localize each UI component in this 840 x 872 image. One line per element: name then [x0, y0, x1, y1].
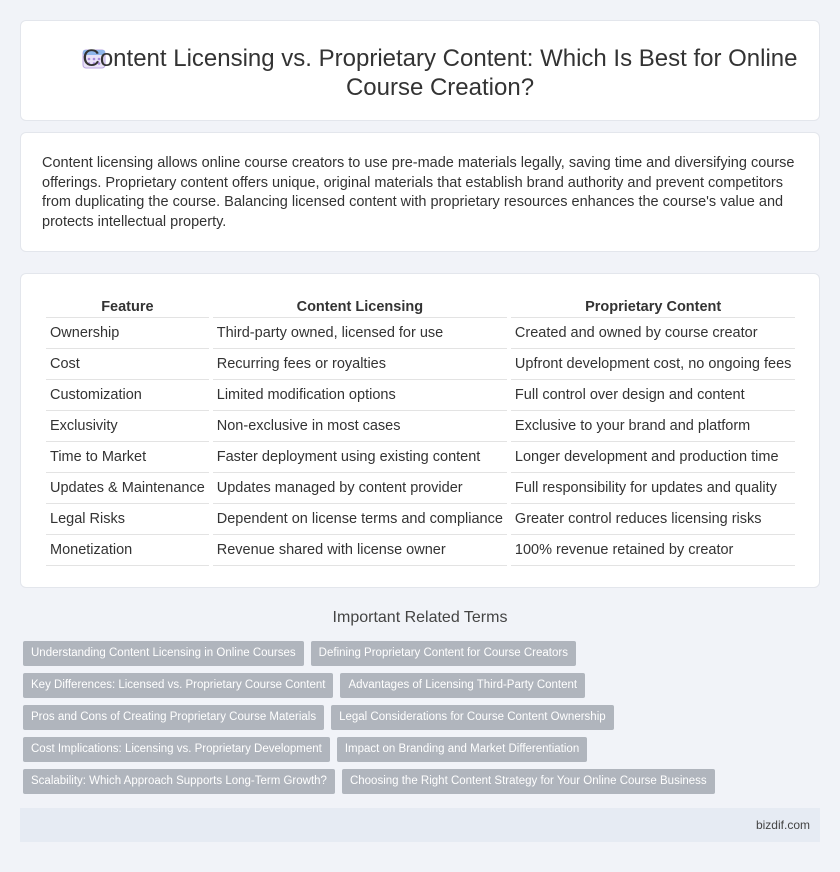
- table-header-row: [46, 294, 795, 318]
- table-cell: Exclusivity: [46, 411, 209, 442]
- table-cell: Dependent on license terms and compliance: [213, 504, 507, 535]
- related-term-link[interactable]: Advantages of Licensing Third-Party Content: [340, 673, 585, 698]
- table-cell: Non-exclusive in most cases: [213, 411, 507, 442]
- table-cell: Updates managed by content provider: [213, 473, 507, 504]
- table-cell: Ownership: [46, 318, 209, 349]
- table-row: [46, 411, 795, 442]
- table-cell: Limited modification options: [213, 380, 507, 411]
- table-row: [46, 318, 795, 349]
- table-cell: Third-party owned, licensed for use: [213, 318, 507, 349]
- table-cell: Full control over design and content: [511, 380, 795, 411]
- table-row: [46, 504, 795, 535]
- table-cell: Greater control reduces licensing risks: [511, 504, 795, 535]
- table-cell: Revenue shared with license owner: [213, 535, 507, 566]
- table-cell: Time to Market: [46, 442, 209, 473]
- page-title: Content Licensing vs. Proprietary Content: Which Is Best for Online Course Creation?: [82, 45, 798, 101]
- table-row: [46, 349, 795, 380]
- related-term-link[interactable]: Understanding Content Licensing in Online Courses: [23, 641, 304, 666]
- header-proprietary-content: Proprietary Content: [511, 294, 795, 318]
- related-term-link[interactable]: Pros and Cons of Creating Proprietary Course Materials: [23, 705, 324, 730]
- table-cell: Exclusive to your brand and platform: [511, 411, 795, 442]
- header-card: [20, 20, 820, 121]
- comparison-table: [42, 294, 799, 566]
- intro-card: [20, 132, 820, 252]
- comparison-table-card: [20, 273, 820, 588]
- related-term-link[interactable]: Impact on Branding and Market Differentiation: [337, 737, 587, 762]
- table-row: [46, 535, 795, 566]
- table-cell: Upfront development cost, no ongoing fees: [511, 349, 795, 380]
- footer-site-link[interactable]: bizdif.com: [755, 818, 810, 832]
- table-row: [46, 473, 795, 504]
- table-cell: Monetization: [46, 535, 209, 566]
- table-cell: Legal Risks: [46, 504, 209, 535]
- footer: [20, 808, 820, 842]
- intro-paragraph: Content licensing allows online course creators to use pre-made materials legally, saving time and diversifying course offerings. Proprietary content offers unique, original materials that establish brand authority and prevent competitors from duplicating the course. Balancing licensed content with proprietary resources enhances the course's value and protects intellectual property.: [42, 155, 795, 230]
- related-term-link[interactable]: Legal Considerations for Course Content Ownership: [331, 705, 614, 730]
- related-term-link[interactable]: Scalability: Which Approach Supports Long-Term Growth?: [23, 769, 335, 794]
- table-cell: 100% revenue retained by creator: [511, 535, 795, 566]
- table-cell: Customization: [46, 380, 209, 411]
- table-row: [46, 380, 795, 411]
- table-cell: Created and owned by course creator: [511, 318, 795, 349]
- table-cell: Updates & Maintenance: [46, 473, 209, 504]
- related-term-link[interactable]: Cost Implications: Licensing vs. Proprietary Development: [23, 737, 330, 762]
- table-cell: Cost: [46, 349, 209, 380]
- header-content-licensing: Content Licensing: [213, 294, 507, 318]
- header-feature: Feature: [46, 294, 209, 318]
- related-term-link[interactable]: Choosing the Right Content Strategy for Your Online Course Business: [342, 769, 715, 794]
- related-term-link[interactable]: Defining Proprietary Content for Course Creators: [311, 641, 576, 666]
- table-cell: Longer development and production time: [511, 442, 795, 473]
- related-terms-title: Important Related Terms: [332, 609, 508, 626]
- table-row: [46, 442, 795, 473]
- table-cell: Full responsibility for updates and quality: [511, 473, 795, 504]
- related-terms-list: [23, 641, 823, 801]
- table-cell: Faster deployment using existing content: [213, 442, 507, 473]
- related-term-link[interactable]: Key Differences: Licensed vs. Proprietary Course Content: [23, 673, 333, 698]
- table-cell: Recurring fees or royalties: [213, 349, 507, 380]
